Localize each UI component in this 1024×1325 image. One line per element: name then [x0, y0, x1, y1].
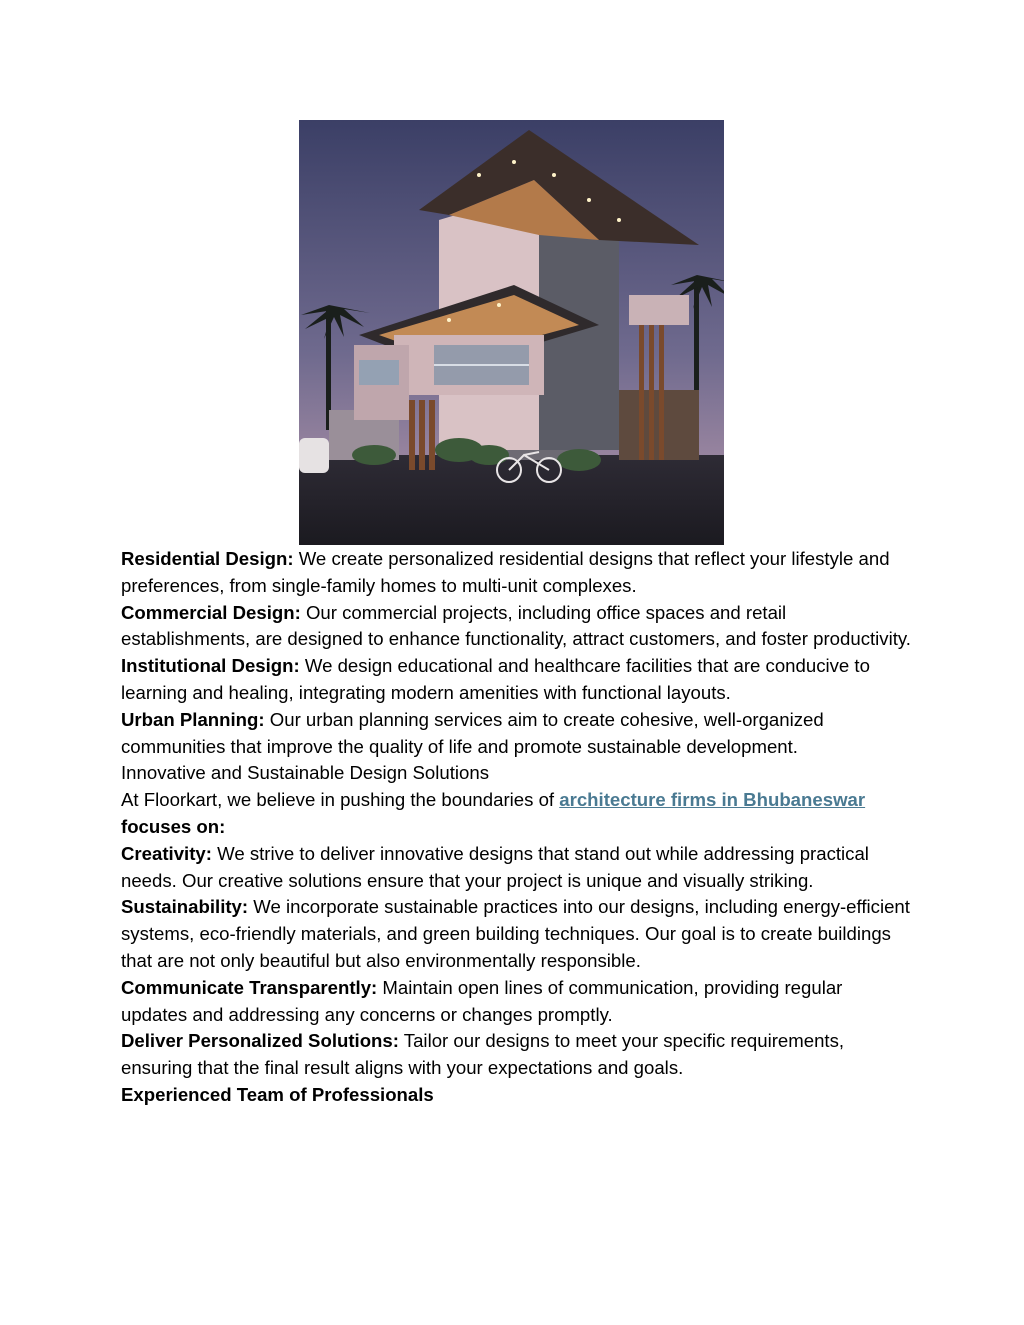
intro-paragraph — [121, 787, 911, 841]
focus-creativity — [121, 841, 911, 895]
section-label: Urban Planning: — [121, 708, 265, 730]
article-text — [121, 546, 911, 1109]
focus-text: We incorporate sustainable practices into our designs, including energy-efficient systems, eco-friendly materials, and green building techniques. Our goal is to create buildings that are not only beautiful but also environmentally responsible. — [121, 896, 910, 971]
focus-personalized — [121, 1028, 911, 1082]
focus-communicate — [121, 975, 911, 1029]
focus-text: We strive to deliver innovative designs that stand out while addressing practical needs. Our creative solutions ensure that your project is unique and visually striking. — [121, 842, 869, 891]
section-commercial — [121, 600, 911, 654]
section-institutional — [121, 653, 911, 707]
focus-label: Communicate Transparently: — [121, 976, 378, 998]
architecture-firms-link[interactable]: architecture firms in Bhubaneswar — [559, 789, 866, 811]
closing-heading-text: Experienced Team of Professionals — [121, 1083, 434, 1105]
closing-heading — [121, 1082, 911, 1109]
section-text: We design educational and healthcare facilities that are conducive to learning and healing, integrating modern amenities with functional layouts. — [121, 655, 870, 703]
focus-sustainability — [121, 894, 911, 974]
focus-text: Tailor our designs to meet your specific requirements, ensuring that the final result aligns with your expectations and goals. — [121, 1030, 845, 1079]
focus-text: Maintain open lines of communication, providing regular updates and addressing any concerns or changes promptly. — [121, 976, 843, 1025]
intro-prefix: At Floorkart, we believe in pushing the boundaries of — [121, 789, 560, 811]
section-urban-planning — [121, 707, 911, 761]
subheading: Innovative and Sustainable Design Solutions — [121, 762, 489, 784]
focus-label: Sustainability: — [121, 896, 249, 918]
section-label: Institutional Design: — [121, 655, 300, 677]
section-text: Our urban planning services aim to create cohesive, well-organized communities that improve the quality of life and promote sustainable development. — [121, 708, 824, 757]
section-label: Residential Design: — [121, 548, 294, 569]
section-text: Our commercial projects, including office spaces and retail establishments, are designed to enhance functionality, attract customers, and foster productivity. — [121, 601, 911, 650]
section-text: We create personalized residential designs that reflect your lifestyle and preferences, from single-family homes to multi-unit complexes. — [121, 548, 890, 596]
house-photo — [299, 120, 724, 545]
intro-suffix: focuses on: — [121, 815, 226, 837]
focus-label: Creativity: — [121, 842, 212, 864]
section-residential — [121, 546, 911, 600]
section-label: Commercial Design: — [121, 601, 301, 623]
focus-label: Deliver Personalized Solutions: — [121, 1030, 399, 1052]
